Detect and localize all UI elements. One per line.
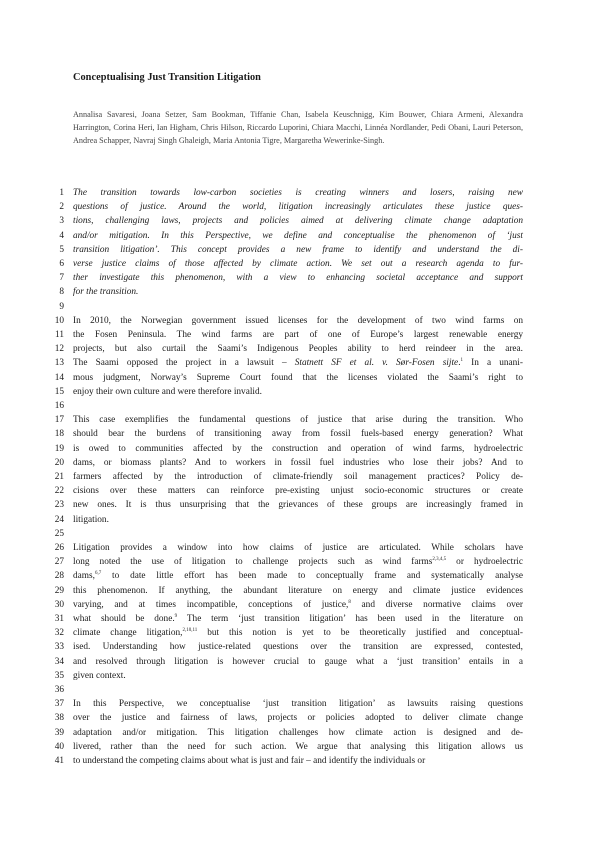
line-number: 36	[54, 685, 64, 695]
text-line	[73, 726, 523, 740]
line-number: 28	[54, 571, 64, 582]
paper-title: Conceptualising Just Transition Litigation	[73, 72, 261, 83]
line-number: 19	[54, 443, 64, 454]
text-line	[73, 754, 523, 768]
line-text: ised. Understanding how justice-related questions over the transition are expressed, contested,	[73, 642, 523, 653]
line-text: given context.	[73, 670, 126, 681]
line-number: 9	[59, 301, 64, 312]
line-text: mous judgment, Norway’s Supreme Court found that the licenses violated the Saami’s right to	[73, 372, 523, 383]
text-line	[73, 669, 523, 683]
line-number: 2	[59, 202, 64, 213]
text-line	[73, 328, 523, 342]
text-line	[73, 371, 523, 385]
line-number: 35	[54, 670, 64, 681]
line-number: 20	[54, 457, 64, 468]
line-number: 14	[54, 372, 64, 383]
text-line	[73, 200, 523, 214]
line-text: the Fosen Peninsula. The wind farms are part of one of Europe’s largest renewable energy	[73, 330, 523, 340]
text-line	[73, 640, 523, 654]
line-text: farmers affected by the introduction of climate-friendly soil management practices? Policy de-	[73, 472, 523, 482]
line-number: 23	[54, 500, 64, 511]
line-text: The transition towards low-carbon societies is creating winners and losers, raising new	[73, 188, 523, 198]
line-number: 21	[54, 472, 64, 482]
line-text: over the justice and fairness of laws, projects or policies adopted to deliver climate change	[73, 713, 523, 724]
line-number: 38	[54, 713, 64, 724]
line-number: 8	[59, 287, 64, 298]
text-line	[73, 527, 523, 541]
line-text: livered, rather than the need for such action. We argue that analysing this litigation allows us	[73, 741, 523, 752]
line-text: long noted the use of litigation to challenge projects such as wind farms	[73, 557, 433, 568]
text-line	[73, 399, 523, 413]
line-number: 10	[54, 315, 64, 326]
line-number: 6	[59, 259, 64, 269]
text-line	[73, 697, 523, 711]
line-number: 12	[54, 344, 64, 355]
line-number: 1	[59, 188, 64, 198]
line-number: 17	[54, 415, 64, 426]
text-line	[73, 385, 523, 399]
line-text: and resolved through litigation is however crucial to gauge what a ‘just transition’ entails in a	[73, 656, 523, 667]
line-number: 13	[54, 358, 64, 369]
text-line	[73, 470, 523, 484]
line-text-continued: In a unani-	[463, 358, 523, 369]
line-text: Litigation provides a window into how claims of justice are articulated. While scholars have	[73, 543, 523, 553]
text-line	[73, 427, 523, 441]
line-text: climate change litigation,	[73, 628, 183, 639]
line-text: ther investigate this phenomenon, with a view to enhancing societal acceptance and support	[73, 273, 523, 284]
text-line: The Saami opposed the project in a lawsuit – Statnett SF et al. v. Sør-Fosen sijte.$^1$ In a unani-	[73, 358, 523, 369]
line-text-continued: and diverse normative claims over	[350, 599, 524, 610]
line-text: dams, or biomass plants? And to workers in fossil fuel industries who lose their jobs? And to	[73, 457, 523, 468]
line-number: 30	[54, 599, 64, 610]
text-line	[73, 442, 523, 456]
text-line	[73, 257, 523, 271]
text-line	[73, 342, 523, 356]
citation-superscript: 2,3,4,5	[432, 557, 447, 563]
line-text-continued: or hydroelectric	[446, 557, 523, 568]
author-list: Annalisa Savaresi, Joana Setzer, Sam Bookman, Tiffanie Chan, Isabela Keuschnigg, Kim Bouwer, Chiara Armeni, Alexandra Harrington, Corina Heri, Ian Higham, Chris Hilson, Riccardo Luporini, Chiara Macchi, Linnéa Nordlander, Pedi Obani, Lauri Peterson, Andrea Schapper, Navraj Singh Ghaleigh, Maria Antonia Tigre, Margaretha Wewerinke-Singh.	[73, 110, 523, 145]
line-text: dams,	[73, 571, 95, 582]
line-number: 24	[54, 514, 64, 525]
line-text: In 2010, the Norwegian government issued licenses for the development of two wind farms on	[73, 315, 523, 326]
text-line	[73, 285, 523, 299]
line-text: and/or mitigation. In this Perspective, we define and conceptualise the phenomenon of ‘just	[73, 230, 523, 241]
text-line	[73, 271, 523, 285]
line-number: 18	[54, 429, 64, 440]
text-line	[73, 626, 523, 640]
text-line	[73, 243, 523, 257]
line-text: litigation.	[73, 514, 109, 525]
line-text: varying, and at times incompatible, conceptions of justice,	[73, 599, 349, 610]
line-text: This case exemplifies the fundamental questions of justice that arise during the transition. Who	[73, 415, 523, 426]
text-line	[73, 598, 523, 612]
line-number: 25	[54, 528, 64, 539]
line-text: is owed to communities affected by the construction and operation of wind farms, hydroelectric	[73, 443, 523, 454]
line-text: new ones. It is thus unsurprising that the grievances of these groups are increasingly framed in	[73, 500, 523, 511]
line-text: should bear the burdens of transitioning away from fossil fuels-based energy generation? What	[73, 429, 523, 440]
text-line	[73, 513, 523, 527]
line-number: 16	[54, 401, 64, 411]
line-text: tions, challenging laws, projects and policies aimed at delivering climate change adaptation	[73, 216, 523, 227]
text-line	[73, 655, 523, 669]
citation-superscript: 6,7	[94, 571, 102, 577]
text-line	[73, 214, 523, 228]
citation-superscript: 2,10,11	[182, 628, 198, 634]
citation-superscript: 9	[174, 614, 178, 619]
line-number: 32	[54, 628, 64, 639]
text-line	[73, 740, 523, 754]
line-number: 26	[54, 543, 64, 553]
line-number: 34	[54, 656, 64, 667]
line-text: verse justice claims of those affected by climate action. We set out a research agenda to fur-	[73, 259, 523, 269]
text-line	[73, 683, 523, 697]
text-line	[73, 584, 523, 598]
text-line	[73, 541, 523, 555]
line-text: enjoy their own culture and were therefore invalid.	[73, 386, 262, 397]
text-line	[73, 711, 523, 725]
line-text: The Saami opposed the project in a lawsuit –	[73, 358, 295, 369]
line-number: 33	[54, 642, 64, 653]
line-number: 22	[54, 486, 64, 497]
line-text: transition litigation’. This concept provides a new frame to identify and understand the di-	[73, 244, 523, 255]
line-text: adaptation and/or mitigation. This litigation challenges how climate action is designed and de-	[73, 727, 523, 738]
text-line	[73, 300, 523, 314]
text-line	[73, 413, 523, 427]
line-number: 37	[54, 699, 64, 710]
case-name: Statnett SF et al. v. Sør-Fosen sijte	[294, 358, 459, 369]
line-text: projects, but also curtail the Saami’s Indigenous Peoples ability to herd reindeer in the area.	[73, 344, 523, 355]
text-line	[73, 229, 523, 243]
text-line	[73, 569, 523, 583]
line-number: 40	[54, 741, 64, 752]
line-number: 29	[54, 585, 64, 596]
citation-superscript: 8	[348, 599, 351, 605]
line-number: 7	[59, 273, 64, 284]
line-text-continued: to date little effort has been made to conceptually frame and systematically analyse	[101, 571, 523, 582]
line-text: this phenomenon. If anything, the abundant literature on energy and climate justice evidences	[73, 585, 523, 596]
line-number: 15	[54, 386, 64, 397]
line-number: 27	[54, 557, 64, 568]
line-number: 4	[59, 230, 64, 241]
line-text-continued: The term ‘just transition litigation’ has been used in the literature on	[177, 614, 523, 624]
line-text: what should be done.	[73, 614, 175, 624]
line-text: to understand the competing claims about what is just and fair – and identify the individuals or	[73, 756, 426, 766]
text-line	[73, 555, 523, 569]
line-text: for the transition.	[73, 287, 139, 298]
text-line	[73, 314, 523, 328]
line-text-continued: but this notion is yet to be theoretically justified and conceptual-	[197, 628, 523, 639]
line-text: cisions over these matters can reinforce pre-existing unjust socio-economic structures or create	[73, 486, 523, 497]
text-line	[73, 612, 523, 626]
line-text: In this Perspective, we conceptualise ‘just transition litigation’ as lawsuits raising questions	[73, 699, 523, 710]
text-line	[73, 456, 523, 470]
text-line	[73, 498, 523, 512]
line-text: questions of justice. Around the world, litigation increasingly articulates these justice ques-	[73, 202, 523, 213]
line-number: 3	[59, 216, 64, 227]
text-line	[73, 484, 523, 498]
line-number: 41	[54, 756, 64, 766]
line-number: 31	[54, 614, 64, 624]
text-line	[73, 186, 523, 200]
line-number: 39	[54, 727, 64, 738]
line-number: 5	[59, 244, 64, 255]
citation-superscript: 1	[460, 358, 464, 364]
line-number: 11	[55, 330, 64, 340]
